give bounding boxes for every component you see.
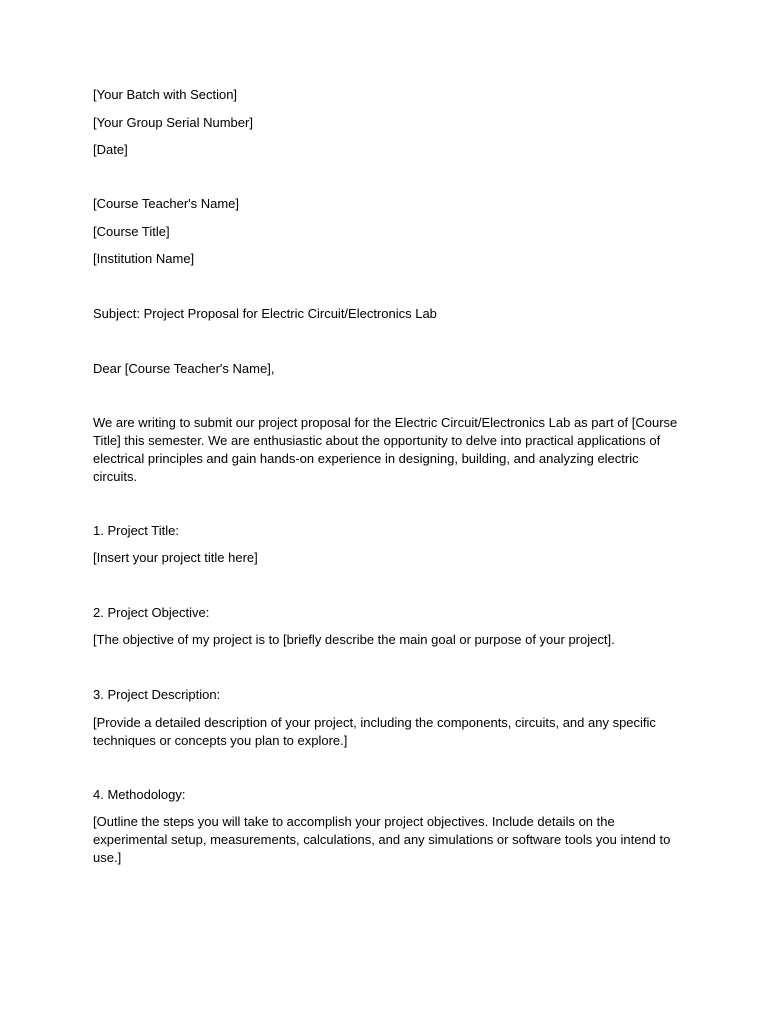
salutation-line: Dear [Course Teacher's Name], bbox=[93, 361, 275, 376]
teacher-name-line: [Course Teacher's Name] bbox=[93, 196, 240, 211]
date-line: [Date] bbox=[93, 142, 128, 157]
institution-line: [Institution Name] bbox=[93, 251, 195, 266]
section-body-project-description: [Provide a detailed description of your project, including the components, circuits, and any specific techniques or concepts you plan to explore.] bbox=[93, 715, 656, 748]
course-title-line: [Course Title] bbox=[93, 224, 170, 239]
batch-section-line: [Your Batch with Section] bbox=[93, 87, 238, 102]
section-body-project-objective: [The objective of my project is to [briefly describe the main goal or purpose of your project]. bbox=[93, 632, 615, 647]
subject-line: Subject: Project Proposal for Electric Circuit/Electronics Lab bbox=[93, 306, 437, 321]
section-heading-project-description: 3. Project Description: bbox=[93, 687, 221, 702]
section-heading-methodology: 4. Methodology: bbox=[93, 787, 186, 802]
section-body-project-title: [Insert your project title here] bbox=[93, 550, 258, 565]
group-serial-line: [Your Group Serial Number] bbox=[93, 115, 253, 130]
section-body-methodology: [Outline the steps you will take to accomplish your project objectives. Include details on the experimental setup, measurements, calculations, and any simulations or software tools you intend to use.] bbox=[93, 814, 671, 865]
section-heading-project-objective: 2. Project Objective: bbox=[93, 605, 210, 620]
intro-paragraph: We are writing to submit our project proposal for the Electric Circuit/Electronics Lab as part of [Course Title] this semester. We are enthusiastic about the opportunity to delve into practical applications of electrical principles and gain hands-on experience in designing, building, and analyzing electric circuits. bbox=[93, 415, 678, 484]
section-heading-project-title: 1. Project Title: bbox=[93, 523, 179, 538]
